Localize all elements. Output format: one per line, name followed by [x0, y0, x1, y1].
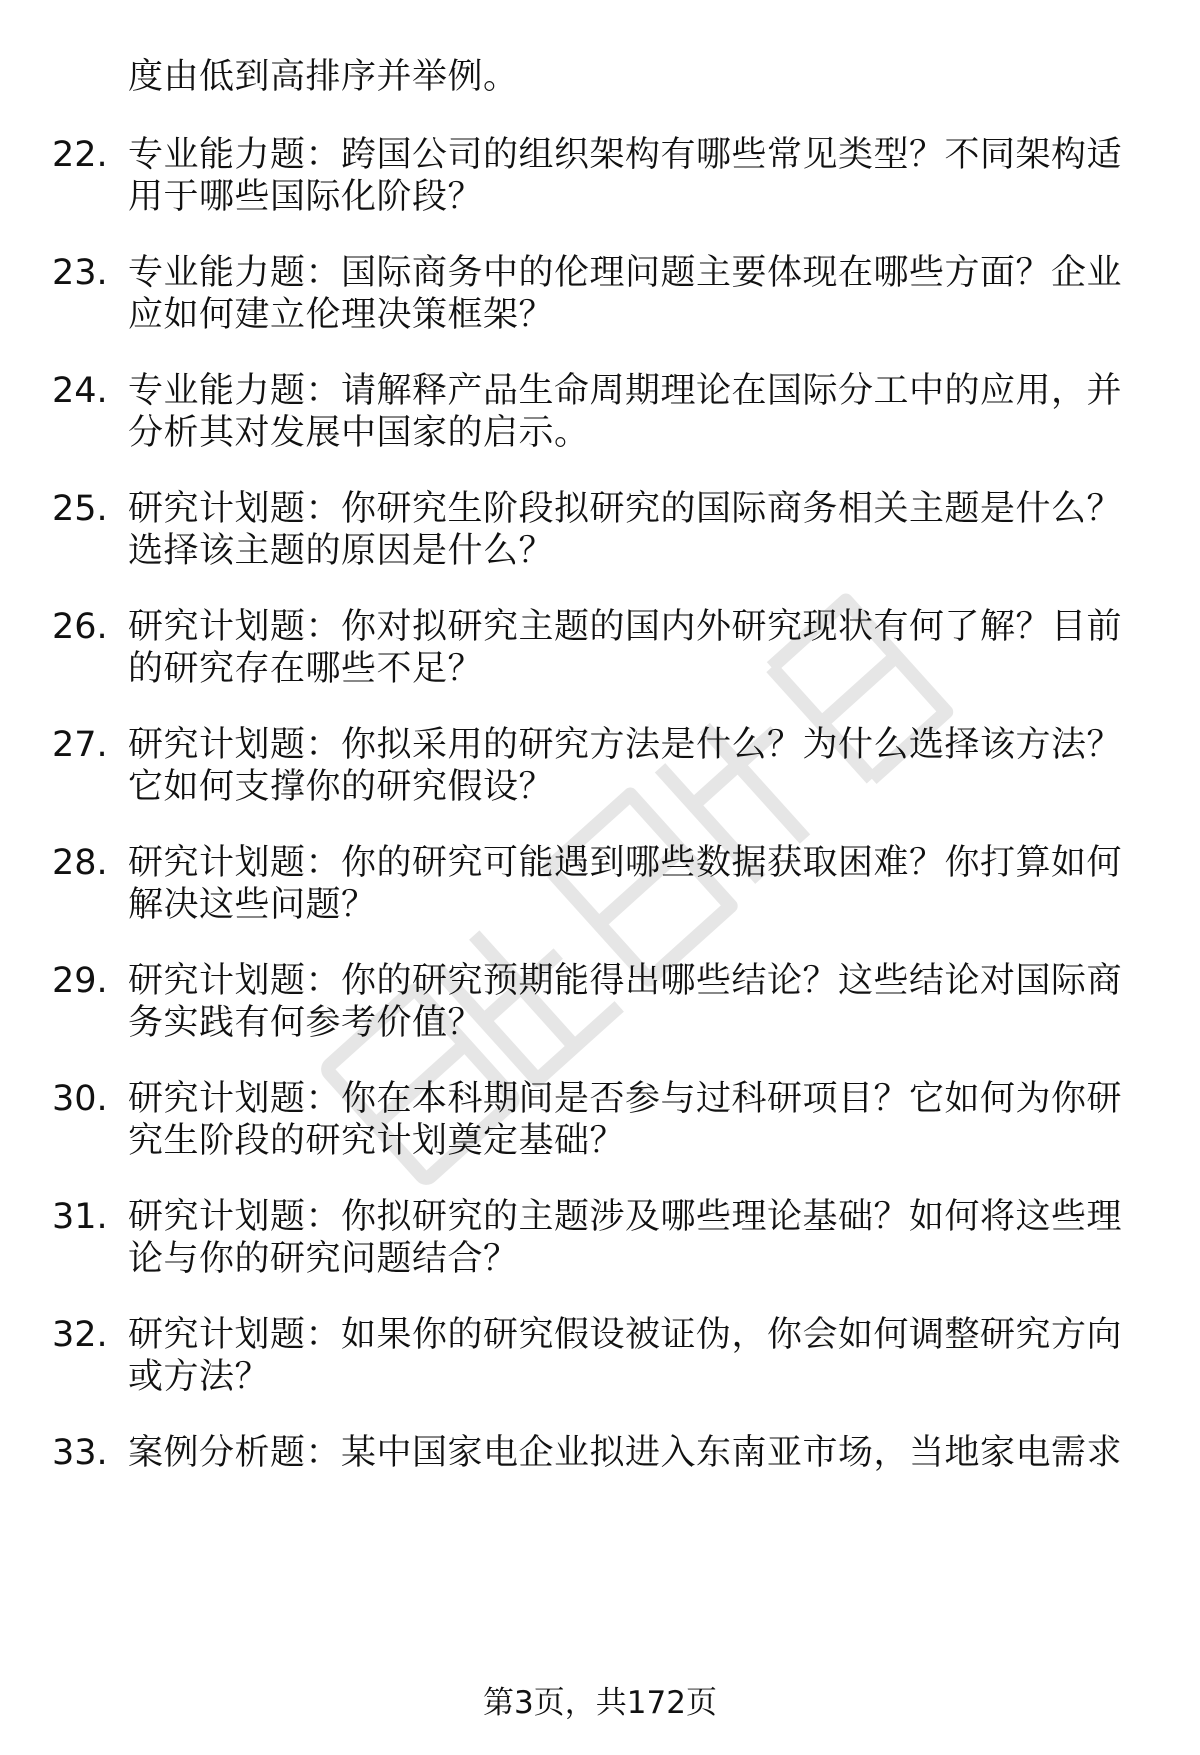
- item-number: 26.: [52, 607, 108, 647]
- item-line: 究生阶段的研究计划奠定基础？: [128, 1121, 626, 1161]
- item-line: 研究计划题：你拟采用的研究方法是什么？为什么选择该方法？: [128, 725, 1123, 765]
- item-line: 分析其对发展中国家的启示。: [128, 413, 590, 453]
- item-number: 24.: [52, 371, 108, 411]
- item-line: 或方法？: [128, 1357, 271, 1397]
- item-line: 研究计划题：你的研究预期能得出哪些结论？这些结论对国际商: [128, 961, 1123, 1001]
- item-line: 应如何建立伦理决策框架？: [128, 295, 555, 335]
- item-line: 案例分析题：某中国家电企业拟进入东南亚市场，当地家电需求: [128, 1433, 1123, 1473]
- item-number: 25.: [52, 489, 108, 529]
- item-number: 28.: [52, 843, 108, 883]
- item-line: 选择该主题的原因是什么？: [128, 531, 555, 571]
- item-line: 研究计划题：你在本科期间是否参与过科研项目？它如何为你研: [128, 1079, 1123, 1119]
- item-number: 29.: [52, 961, 108, 1001]
- item-number: 30.: [52, 1079, 108, 1119]
- item-line: 研究计划题：你对拟研究主题的国内外研究现状有何了解？目前: [128, 607, 1123, 647]
- item-line: 专业能力题：请解释产品生命周期理论在国际分工中的应用，并: [128, 371, 1123, 411]
- item-number: 33.: [52, 1433, 108, 1473]
- item-line: 专业能力题：国际商务中的伦理问题主要体现在哪些方面？企业: [128, 253, 1123, 293]
- item-line: 的研究存在哪些不足？: [128, 649, 484, 689]
- item-line: 研究计划题：如果你的研究假设被证伪，你会如何调整研究方向: [128, 1315, 1123, 1355]
- item-line: 务实践有何参考价值？: [128, 1003, 484, 1043]
- item-line: 研究计划题：你的研究可能遇到哪些数据获取困难？你打算如何: [128, 843, 1123, 883]
- item-line: 论与你的研究问题结合？: [128, 1239, 519, 1279]
- item-line: 研究计划题：你拟研究的主题涉及哪些理论基础？如何将这些理: [128, 1197, 1123, 1237]
- item-line: 它如何支撑你的研究假设？: [128, 767, 555, 807]
- item-line: 用于哪些国际化阶段？: [128, 177, 484, 217]
- item-number: 31.: [52, 1197, 108, 1237]
- item-number: 27.: [52, 725, 108, 765]
- item-line: 研究计划题：你研究生阶段拟研究的国际商务相关主题是什么？: [128, 489, 1123, 529]
- item-line: 专业能力题：跨国公司的组织架构有哪些常见类型？不同架构适: [128, 135, 1123, 175]
- item-line: 解决这些问题？: [128, 885, 377, 925]
- item-number: 22.: [52, 135, 108, 175]
- item-number: 23.: [52, 253, 108, 293]
- continuation-line: 度由低到高排序并举例。: [128, 57, 519, 97]
- item-number: 32.: [52, 1315, 108, 1355]
- page-number-footer: 第3页，共172页: [483, 1685, 717, 1721]
